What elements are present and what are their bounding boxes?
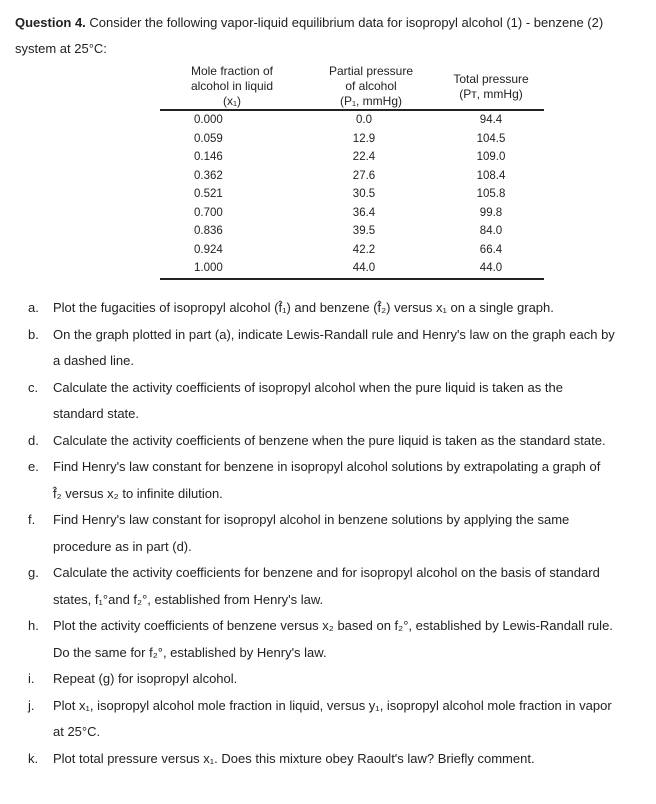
part-text-line: procedure as in part (d). — [53, 538, 192, 554]
table-row — [160, 167, 544, 186]
part-text-line: Plot the fugacities of isopropyl alcohol (f̂₁) and benzene (f̂₂) versus x₁ on a single graph. — [53, 300, 554, 315]
cell-pt: 104.5 — [476, 132, 506, 145]
table-header-row — [160, 64, 544, 110]
cell-p1: 22.4 — [352, 151, 376, 163]
part-text-line: Calculate the activity coefficients for benzene and for isopropyl alcohol on the basis of standard — [53, 565, 600, 580]
cell-x1: 0.521 — [194, 188, 223, 200]
cell-x1: 0.836 — [194, 225, 223, 237]
cell-p1: 36.4 — [352, 206, 376, 219]
cell-p1: 39.5 — [352, 225, 376, 237]
table-row — [160, 204, 544, 223]
cell-x1: 0.924 — [194, 243, 223, 256]
cell-pt: 66.4 — [479, 243, 503, 256]
part-marker: b. — [28, 326, 39, 342]
question-text-line2: system at 25°C: — [15, 41, 107, 56]
part-text-line: standard state. — [53, 406, 139, 421]
cell-p1: 42.2 — [352, 243, 376, 256]
question-part-item — [28, 507, 628, 560]
part-text-line: Plot the activity coefficients of benzene versus x₂ based on f₂°, established by Lewis-Randall rule. — [53, 618, 613, 633]
cell-pt: 94.4 — [479, 114, 503, 126]
vle-data-table — [160, 64, 544, 280]
part-marker: j. — [28, 697, 35, 713]
table-row — [160, 185, 544, 204]
part-marker: c. — [28, 379, 39, 395]
question-part-item — [28, 375, 628, 428]
cell-pt: 105.8 — [476, 188, 506, 200]
cell-p1: 27.6 — [352, 169, 376, 182]
cell-p1: 30.5 — [352, 188, 376, 200]
part-marker: i. — [28, 671, 35, 686]
question-text-line1: Consider the following vapor-liquid equilibrium data for isopropyl alcohol (1) - benzene (2) — [85, 15, 604, 30]
part-marker: h. — [28, 618, 39, 633]
table-row — [160, 222, 544, 241]
question-part-item — [28, 560, 628, 613]
part-text-line: Find Henry's law constant for isopropyl alcohol in benzene solutions by applying the same — [53, 512, 570, 527]
part-text-line: Find Henry's law constant for benzene in isopropyl alcohol solutions by extrapolating a graph of — [53, 459, 601, 474]
cell-p1: 44.0 — [352, 262, 376, 274]
cell-p1: 0.0 — [356, 114, 372, 126]
cell-p1: 12.9 — [352, 132, 376, 145]
cell-pt: 109.0 — [476, 151, 506, 163]
cell-x1: 0.146 — [194, 151, 223, 163]
part-marker: e. — [28, 459, 39, 474]
part-text-line: Do the same for f₂°, established by Henry's law. — [53, 644, 327, 660]
part-text-line: Plot x₁, isopropyl alcohol mole fraction in liquid, versus y₁, isopropyl alcohol mole fraction in vapor — [53, 697, 612, 713]
part-text-line: Repeat (g) for isopropyl alcohol. — [53, 671, 238, 686]
question-part-item — [28, 454, 628, 507]
table-row — [160, 241, 544, 260]
question-header — [15, 10, 645, 62]
table-row — [160, 259, 544, 279]
part-text-line: at 25°C. — [53, 724, 101, 739]
question-part-item — [28, 322, 628, 375]
question-part-item — [28, 693, 628, 746]
part-text-line: Plot total pressure versus x₁. Does this mixture obey Raoult's law? Briefly comment. — [53, 750, 535, 766]
part-marker: g. — [28, 565, 39, 580]
question-part-item — [28, 295, 628, 322]
question-parts-list — [28, 295, 628, 772]
cell-pt: 108.4 — [476, 169, 506, 182]
cell-x1: 0.700 — [194, 206, 223, 219]
question-part-item — [28, 428, 628, 455]
part-text-line: f̂₂ versus x₂ to infinite dilution. — [53, 485, 223, 501]
header-mole-fraction: Mole fraction of alcohol in liquid (x₁) — [190, 64, 274, 108]
part-text-line: On the graph plotted in part (a), indicate Lewis-Randall rule and Henry's law on the graph each by — [53, 326, 615, 342]
cell-x1: 1.000 — [194, 262, 223, 274]
question-part-item — [28, 666, 628, 693]
part-text-line: Calculate the activity coefficients of isopropyl alcohol when the pure liquid is taken as the — [53, 379, 563, 395]
table-row — [160, 148, 544, 167]
cell-x1: 0.362 — [194, 169, 223, 182]
table-row — [160, 110, 544, 130]
cell-pt: 99.8 — [479, 206, 503, 219]
part-marker: d. — [28, 432, 39, 448]
cell-pt: 84.0 — [479, 225, 503, 237]
question-label: Question 4. — [15, 15, 86, 30]
part-text-line: Calculate the activity coefficients of benzene when the pure liquid is taken as the standard state. — [53, 432, 606, 448]
cell-x1: 0.000 — [194, 114, 223, 126]
part-text-line: a dashed line. — [53, 353, 134, 368]
header-partial-pressure: Partial pressure of alcohol (P₁, mmHg) — [328, 64, 414, 108]
part-marker: a. — [28, 300, 39, 315]
part-marker: f. — [28, 512, 36, 527]
part-marker: k. — [28, 750, 39, 766]
part-text-line: states, f₁°and f₂°, established from Henry's law. — [53, 591, 324, 607]
cell-x1: 0.059 — [194, 132, 223, 145]
question-part-item — [28, 746, 628, 773]
question-part-item — [28, 613, 628, 666]
table-row — [160, 130, 544, 149]
cell-pt: 44.0 — [479, 262, 503, 274]
header-total-pressure: Total pressure (Pᴛ, mmHg) — [453, 71, 529, 101]
